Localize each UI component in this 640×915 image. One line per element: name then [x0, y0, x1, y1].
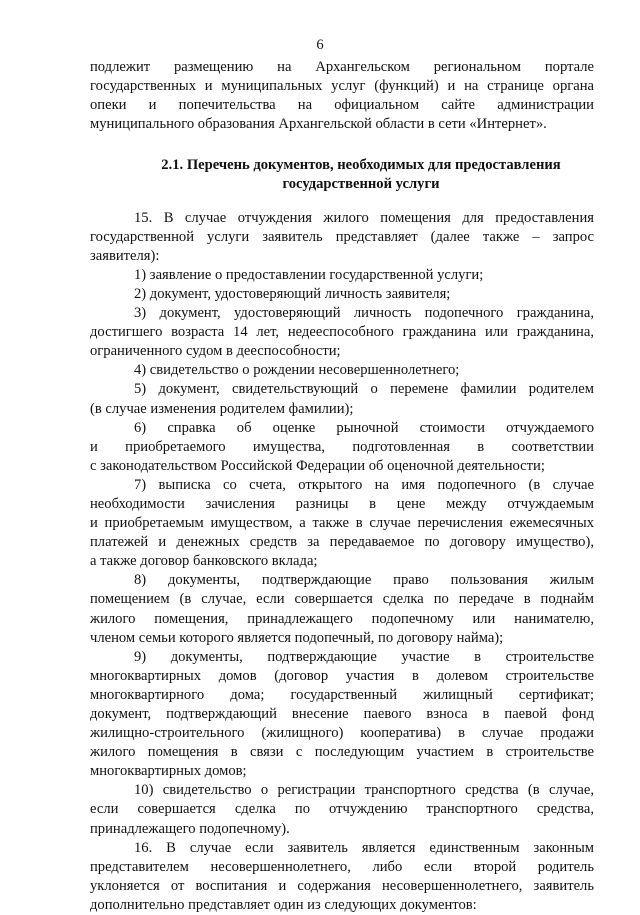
list-item: [90, 781, 594, 838]
text-line: и приобретаемого имущества, подготовленная в соответствии: [90, 438, 594, 455]
list-item: [90, 304, 594, 361]
heading-line: государственной услуги: [282, 176, 440, 193]
list-item: [90, 266, 594, 285]
list-item: [90, 648, 594, 782]
text-line: 10) свидетельство о регистрации транспортного средства (в случае,: [134, 782, 594, 799]
list-item: [90, 285, 594, 304]
text-line: муниципального образования Архангельской области в сети «Интернет».: [90, 116, 547, 133]
text-line: документ, подтверждающий внесение паевого взноса в паевой фонд: [90, 706, 594, 722]
list-item: [90, 361, 594, 380]
text-line: 7) выписка со счета, открытого на имя подопечного (в случае: [134, 476, 594, 493]
text-line: помещением (в случае, если совершается сделка по передаче в поднайм: [90, 591, 594, 608]
text-line: (в случае изменения родителем фамилии);: [90, 400, 354, 417]
text-line: многоквартирных домов (договор участия в долевом строительстве: [90, 667, 594, 684]
text-line: если совершается сделка по отчуждению транспортного средства,: [90, 801, 594, 818]
text-line: представителем несовершеннолетнего, либо если второй родитель: [90, 858, 594, 875]
section-heading: [90, 156, 594, 194]
text-line: многоквартирных домов;: [90, 763, 247, 780]
page-number: 6: [316, 37, 324, 53]
intro-paragraph: [90, 58, 594, 134]
list-item: [90, 419, 594, 476]
list-item: [90, 571, 594, 647]
text-line: жилого помещения, принадлежащего подопечному или нанимателю,: [90, 610, 594, 627]
list-item: [90, 380, 594, 418]
text-line: платежей и денежных средств за передаваемое по договору имущество),: [90, 534, 594, 551]
text-line: 8) документы, подтверждающие право пользования жилым: [134, 572, 594, 589]
list-item: [90, 209, 594, 266]
text-line: заявителя):: [90, 247, 160, 264]
text-line: 3) документ, удостоверяющий личность подопечного гражданина,: [134, 305, 594, 322]
text-line: жилого помещения в связи с последующим участием в строительстве: [90, 744, 594, 761]
text-line: 16. В случае если заявитель является единственным законным: [134, 839, 594, 856]
list-item: [90, 476, 594, 571]
text-line: 15. В случае отчуждения жилого помещения для предоставления: [134, 209, 594, 226]
text-line: и приобретаемым имуществом, а также в случае перечисления ежемесячных: [90, 515, 594, 532]
text-line: 5) документ, свидетельствующий о перемене фамилии родителем: [134, 381, 594, 398]
text-line: государственных и муниципальных услуг (функций) и на странице органа: [90, 78, 594, 95]
text-line: ограниченного судом в дееспособности;: [90, 343, 341, 360]
text-line: 1) заявление о предоставлении государственной услуги;: [134, 266, 484, 283]
text-line: уклоняется от воспитания и содержания несовершеннолетнего, заявитель: [90, 877, 594, 894]
text-line: 2) документ, удостоверяющий личность заявителя;: [134, 285, 451, 302]
text-line: членом семьи которого является подопечный, по договору найма);: [90, 629, 504, 646]
text-line: достигшего возраста 14 лет, недееспособного гражданина или гражданина,: [90, 324, 594, 341]
document-list: [90, 209, 594, 915]
text-line: подлежит размещению на Архангельском региональном портале: [90, 59, 594, 75]
text-line: дополнительно представляет один из следующих документов:: [90, 896, 477, 913]
list-item: [90, 839, 594, 915]
text-line: жилищно-строительного (жилищного) кооператива) в случае продажи: [90, 725, 594, 742]
text-line: государственной услуги заявитель представляет (далее также – запрос: [90, 228, 594, 245]
text-line: с законодательством Российской Федерации об оценочной деятельности;: [90, 457, 545, 474]
text-line: принадлежащего подопечному).: [90, 820, 290, 837]
text-line: 9) документы, подтверждающие участие в строительстве: [134, 648, 594, 665]
text-line: необходимости зачисления разницы в цене между отчуждаемым: [90, 495, 594, 512]
text-line: а также договор банковского вклада;: [90, 553, 318, 570]
text-line: 4) свидетельство о рождении несовершеннолетнего;: [134, 362, 460, 379]
document-body: [90, 58, 594, 915]
text-line: опеки и попечительства на официальном сайте администрации: [90, 97, 594, 114]
text-line: 6) справка об оценке рыночной стоимости отчуждаемого: [134, 419, 594, 436]
heading-line: 2.1. Перечень документов, необходимых для предоставления: [161, 157, 561, 174]
text-line: многоквартирного дома; государственный жилищный сертификат;: [90, 686, 594, 703]
